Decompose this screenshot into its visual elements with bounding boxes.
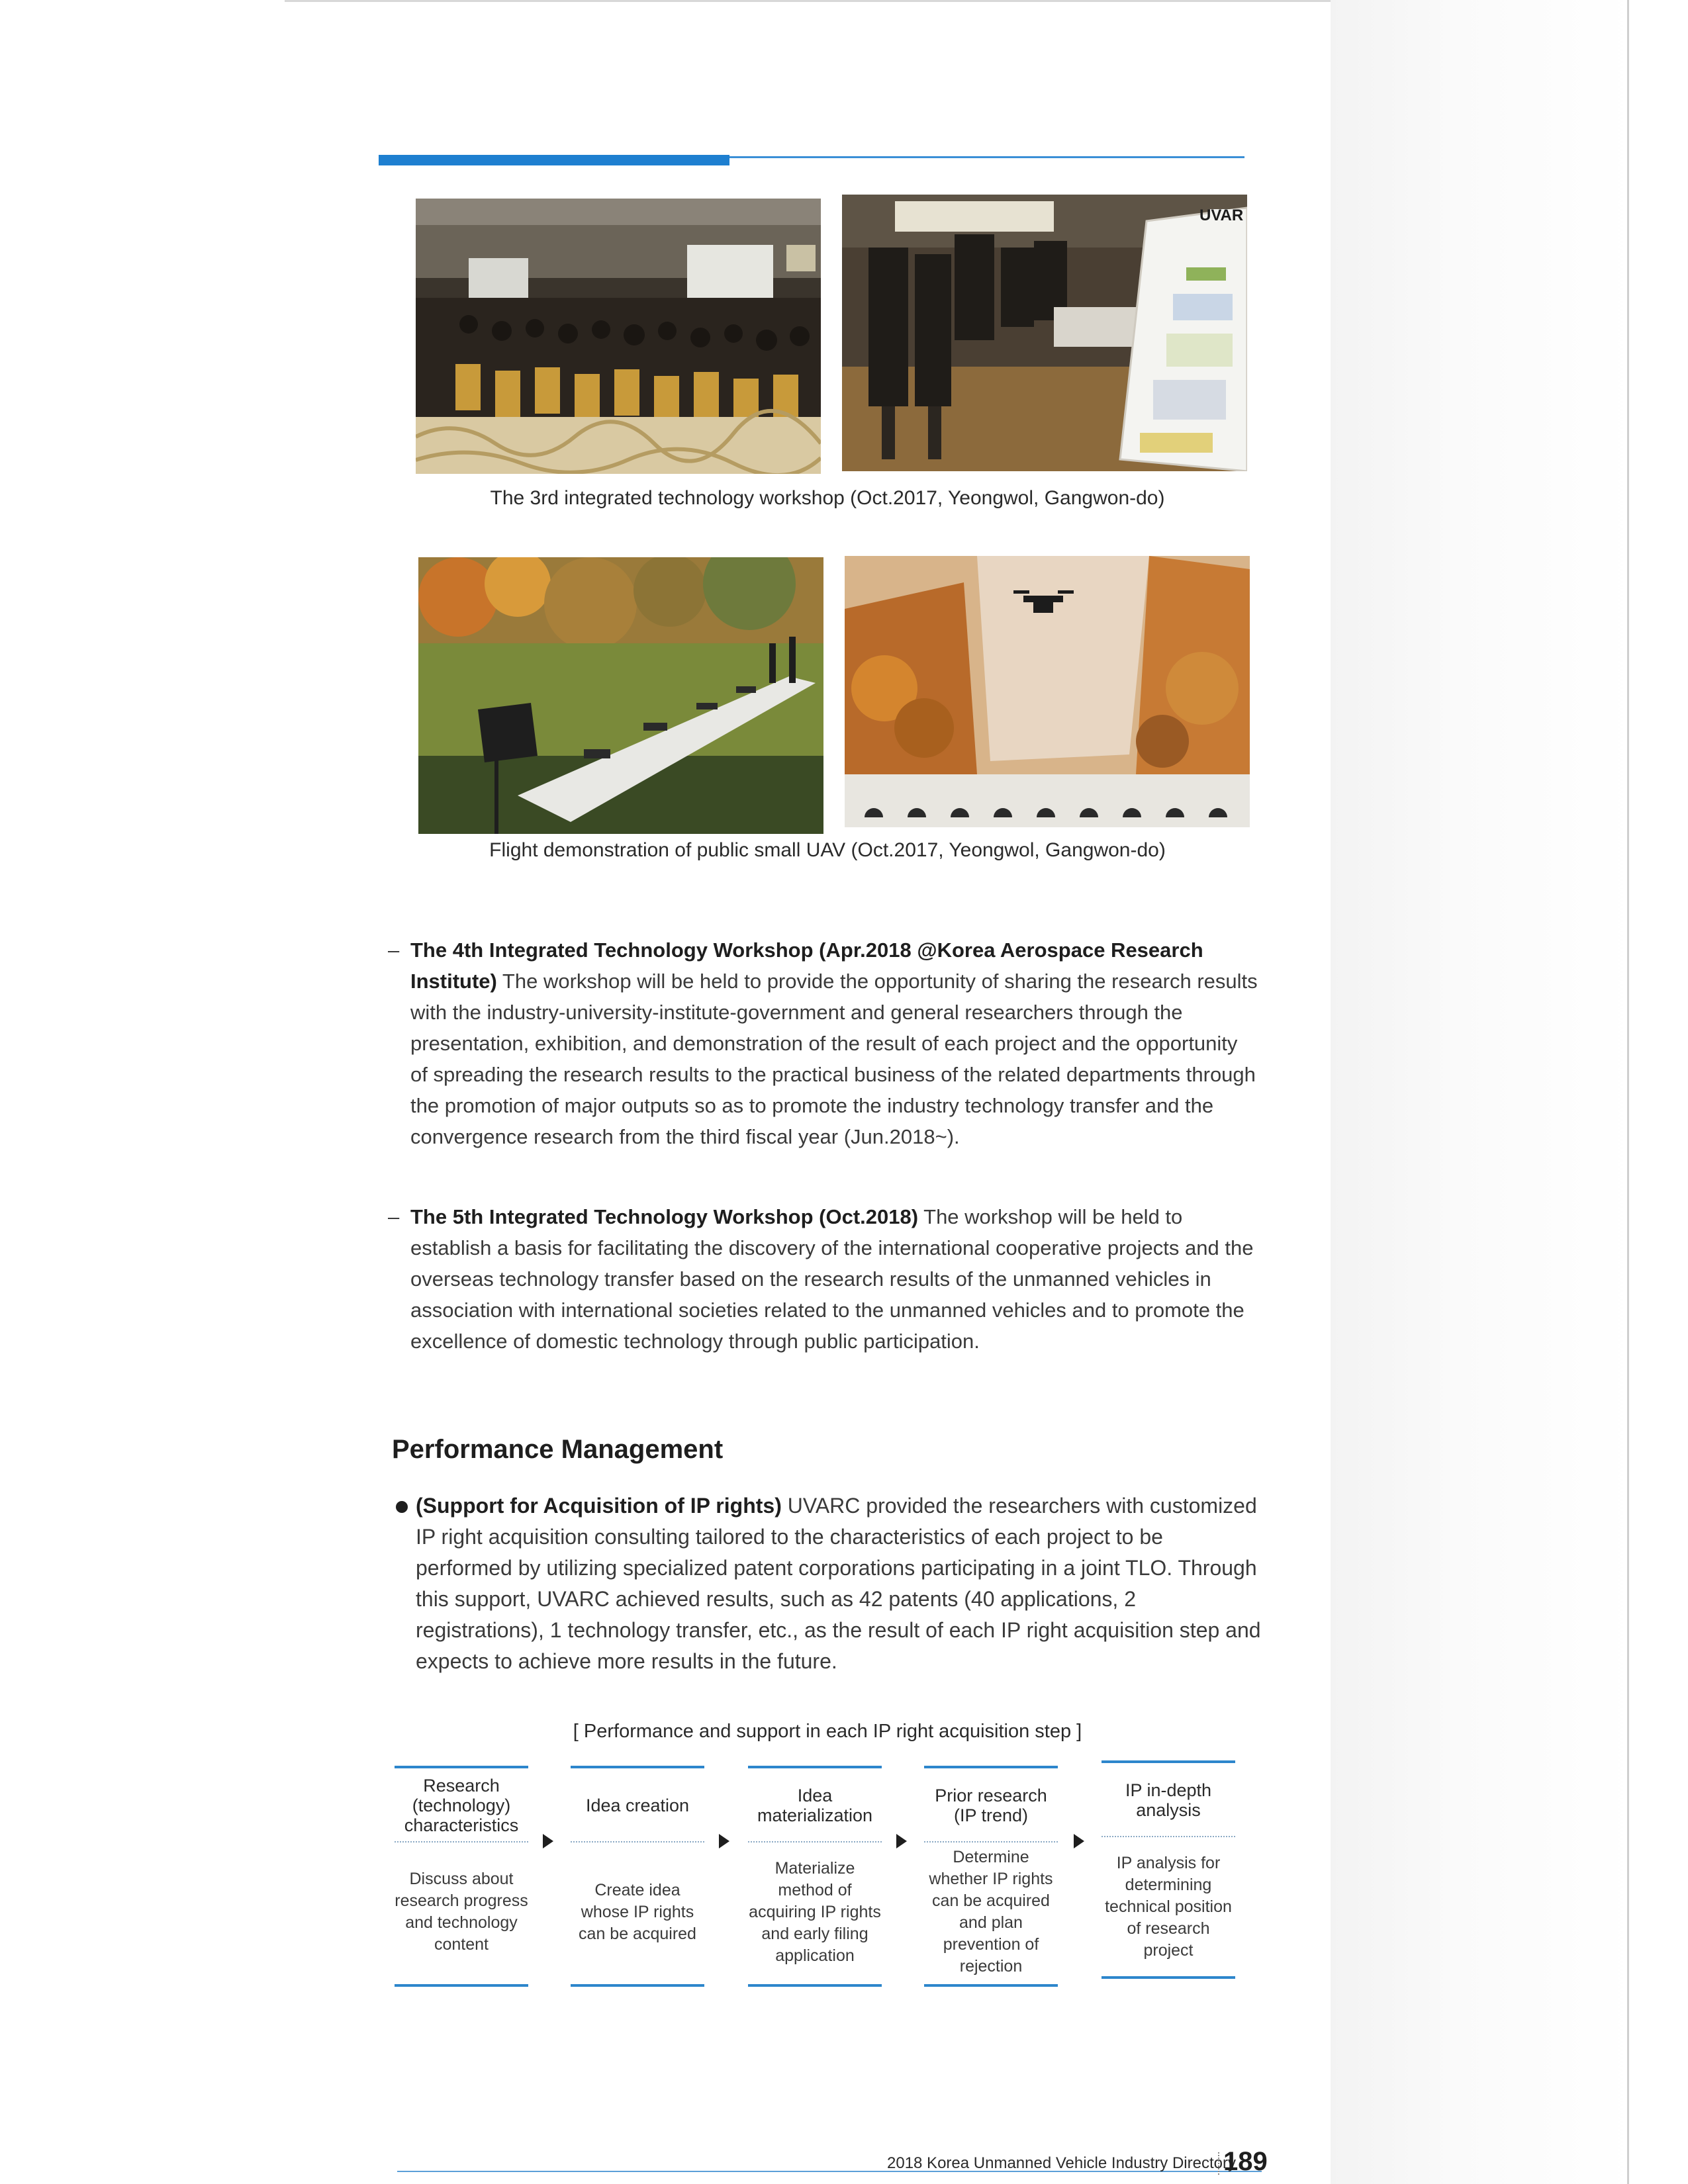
flow-step-prior-research — [924, 1766, 1058, 1991]
flight-cliff-photo — [845, 556, 1250, 827]
flow-step-research — [395, 1766, 528, 1991]
ip-support-title: (Support for Acquisition of IP rights) — [416, 1494, 782, 1518]
workshop-5th-text: The workshop will be held to establish a basis for facilitating the discovery of the international cooperative projects and the overseas technology transfer based on the research results of the unmanned vehicles in association with international societies related to the unmanned vehicles and to promote the excellence of domestic technology through public participation. — [410, 1205, 1254, 1353]
workshop-hall-photo — [416, 199, 821, 474]
flight-caption: Flight demonstration of public small UAV (Oct.2017, Yeongwol, Gangwon-do) — [489, 839, 1166, 861]
bullet-icon — [396, 1501, 408, 1513]
workshop-caption: The 3rd integrated technology workshop (Oct.2017, Yeongwol, Gangwon-do) — [490, 487, 1165, 509]
step-head: Idea materialization — [757, 1786, 873, 1825]
flow-title: [ Performance and support in each IP right acquisition step ] — [573, 1721, 1082, 1742]
arrow-right-icon — [719, 1834, 729, 1848]
uvarc-poster-logo: UVAR — [1199, 206, 1244, 224]
flow-step-idea-creation — [571, 1766, 704, 1991]
footer-separator — [1218, 2152, 1221, 2175]
flight-field-photo — [418, 557, 823, 834]
step-desc: IP analysis for determining technical position of research project — [1105, 1853, 1232, 1960]
dash-marker: – — [388, 938, 400, 962]
flow-step-ip-analysis — [1102, 1760, 1235, 1984]
section-title: Performance Management — [392, 1435, 724, 1464]
step-head: Research (technology) characteristics — [404, 1776, 519, 1835]
step-head: IP in-depth analysis — [1125, 1780, 1212, 1820]
header-rule — [729, 156, 1244, 158]
ip-support-text: UVARC provided the researchers with customized IP right acquisition consulting tailored to the characteristics of each project to be performed by utilizing specialized patent corporations participating in a joint TLO. Through this support, UVARC achieved results, such as 42 patents (40 applications, 2 registrations), 1 technology transfer, etc., as the result of each IP right acquisition step and expects to achieve more results in the future. — [416, 1494, 1261, 1673]
step-desc: Discuss about research progress and technology content — [395, 1870, 528, 1954]
scan-top-edge — [285, 0, 1331, 2]
page-number: 189 — [1223, 2147, 1268, 2176]
workshop-5th-item — [388, 1201, 1258, 1357]
footer-title: 2018 Korea Unmanned Vehicle Industry Directory — [887, 2154, 1236, 2172]
arrow-right-icon — [896, 1834, 907, 1848]
step-head: Prior research (IP trend) — [935, 1786, 1047, 1825]
workshop-4th-item — [388, 934, 1258, 1152]
flow-step-idea-materialization — [748, 1766, 882, 1991]
dash-marker: – — [388, 1205, 400, 1228]
step-desc: Create idea whose IP rights can be acquired — [579, 1880, 696, 1943]
scan-margin-shadow — [1331, 0, 1635, 2184]
ip-support-paragraph — [416, 1490, 1262, 1677]
arrow-right-icon — [1074, 1834, 1084, 1848]
workshop-poster-photo — [842, 195, 1247, 471]
step-head: Idea creation — [585, 1796, 690, 1815]
workshop-4th-text: The workshop will be held to provide the opportunity of sharing the research results with the industry-university-institute-government and general researchers through the presentation, exhibition, and demonstration of the result of each project and the opportunity of spreading the research results to the practical business of the related departments through the promotion of major outputs so as to promote the industry technology transfer and the convergence research from the third fiscal year (Jun.2018~). — [410, 970, 1258, 1148]
step-desc: Materialize method of acquiring IP rights and early filing application — [749, 1858, 881, 1965]
step-desc: Determine whether IP rights can be acquired and plan prevention of rejection — [929, 1848, 1053, 1976]
scan-page-edge — [1627, 0, 1629, 2184]
workshop-4th-title: The 4th Integrated Technology Workshop (Apr.2018 @Korea Aerospace Research Institute) — [410, 938, 1203, 993]
arrow-right-icon — [543, 1834, 553, 1848]
workshop-5th-title: The 5th Integrated Technology Workshop (Oct.2018) — [410, 1205, 919, 1228]
header-accent-bar — [379, 155, 729, 165]
